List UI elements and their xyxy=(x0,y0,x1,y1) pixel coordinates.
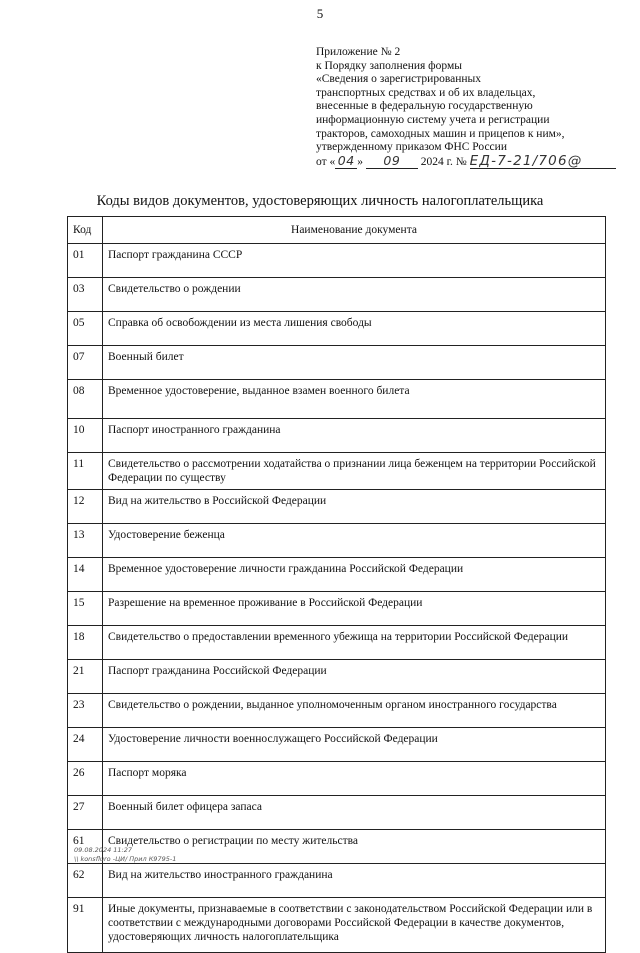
order-day-blank xyxy=(335,152,357,169)
row-code: 07 xyxy=(68,346,103,380)
table-row xyxy=(68,346,606,380)
row-code: 24 xyxy=(68,728,103,762)
row-name: Военный билет xyxy=(103,346,606,380)
table-row xyxy=(68,419,606,453)
row-name: Паспорт гражданина СССР xyxy=(103,244,606,278)
row-name: Свидетельство о рождении xyxy=(103,278,606,312)
footer-date: 09.08.2024 11:27 xyxy=(74,846,133,854)
row-name: Вид на жительство в Российской Федерации xyxy=(103,490,606,524)
table-row xyxy=(68,694,606,728)
row-code: 61 xyxy=(68,830,103,864)
order-date-line xyxy=(316,152,626,170)
order-prefix: от « xyxy=(316,155,336,168)
annex-line: «Сведения о зарегистрированных xyxy=(316,73,482,86)
table-title: Коды видов документов, удостоверяющих личность налогоплательщика xyxy=(96,193,544,209)
row-name: Удостоверение беженца xyxy=(103,524,606,558)
annex-line: транспортных средствах и об их владельцах, xyxy=(316,86,536,99)
row-name: Справка об освобождении из места лишения свободы xyxy=(103,312,606,346)
row-code: 14 xyxy=(68,558,103,592)
annex-line: к Порядку заполнения формы xyxy=(316,59,462,72)
row-name: Свидетельство о регистрации по месту жительства xyxy=(103,830,606,864)
row-code: 03 xyxy=(68,278,103,312)
order-day: 04 xyxy=(337,152,355,168)
table-row xyxy=(68,898,606,953)
order-close-quote: » xyxy=(357,155,363,168)
table-row xyxy=(68,312,606,346)
table-row xyxy=(68,558,606,592)
row-name: Военный билет офицера запаса xyxy=(103,796,606,830)
row-name: Вид на жительство иностранного гражданина xyxy=(103,864,606,898)
row-code: 21 xyxy=(68,660,103,694)
row-code: 05 xyxy=(68,312,103,346)
order-month-blank xyxy=(366,152,418,169)
row-code: 91 xyxy=(68,898,103,953)
table-row xyxy=(68,490,606,524)
row-name: Свидетельство о рождении, выданное уполномоченным органом иностранного государства xyxy=(103,694,606,728)
row-name: Свидетельство о предоставлении временного убежища на территории Российской Федерации xyxy=(103,626,606,660)
row-code: 62 xyxy=(68,864,103,898)
order-month: 09 xyxy=(383,152,401,168)
table-row xyxy=(68,278,606,312)
order-number: ЕД-7-21/706@ xyxy=(469,152,583,169)
order-number-blank xyxy=(469,152,616,169)
row-name: Временное удостоверение, выданное взамен военного билета xyxy=(103,380,606,419)
row-code: 13 xyxy=(68,524,103,558)
row-code: 23 xyxy=(68,694,103,728)
order-year: 2024 г. № xyxy=(420,155,467,168)
row-code: 11 xyxy=(68,453,103,490)
row-name: Иные документы, признаваемые в соответствии с законодательством Российской Федерации или в соответствии с международными договорами Российской Федерации в качестве документов, удостоверяющих личность налогоплательщика xyxy=(103,898,606,953)
table-row xyxy=(68,864,606,898)
row-code: 18 xyxy=(68,626,103,660)
row-name: Паспорт моряка xyxy=(103,762,606,796)
row-name: Паспорт гражданина Российской Федерации xyxy=(103,660,606,694)
annex-line: внесенные в федеральную государственную xyxy=(316,100,533,113)
document-codes-table xyxy=(67,216,606,953)
row-name: Временное удостоверение личности гражданина Российской Федерации xyxy=(103,558,606,592)
table-row xyxy=(68,728,606,762)
table-row xyxy=(68,244,606,278)
code-column-header: Код xyxy=(68,217,103,244)
annex-line: информационную систему учета и регистрации xyxy=(316,113,550,126)
row-code: 01 xyxy=(68,244,103,278)
row-name: Свидетельство о рассмотрении ходатайства о признании лица беженцем на территории Российской Федерации по существу xyxy=(103,453,606,490)
table-row xyxy=(68,380,606,419)
row-code: 15 xyxy=(68,592,103,626)
row-name: Паспорт иностранного гражданина xyxy=(103,419,606,453)
table-row xyxy=(68,453,606,490)
table-row xyxy=(68,796,606,830)
row-code: 27 xyxy=(68,796,103,830)
annex-header xyxy=(316,46,626,169)
table-row xyxy=(68,592,606,626)
row-code: 08 xyxy=(68,380,103,419)
annex-line: тракторов, самоходных машин и прицепов к ним», xyxy=(316,127,565,140)
table-row xyxy=(68,626,606,660)
table-header-row xyxy=(68,217,606,244)
annex-line: Приложение № 2 xyxy=(316,46,401,58)
row-code: 10 xyxy=(68,419,103,453)
footer-reference: \\ konsfluro -ЦИ/ Прил К9795-1 xyxy=(74,855,177,863)
table-row xyxy=(68,524,606,558)
row-code: 26 xyxy=(68,762,103,796)
row-name: Разрешение на временное проживание в Российской Федерации xyxy=(103,592,606,626)
table-row xyxy=(68,762,606,796)
annex-line: утвержденному приказом ФНС России xyxy=(316,141,507,154)
name-column-header: Наименование документа xyxy=(103,217,606,244)
row-code: 12 xyxy=(68,490,103,524)
footer-stamp xyxy=(74,846,176,864)
page-number: 5 xyxy=(316,6,324,21)
row-name: Удостоверение личности военнослужащего Российской Федерации xyxy=(103,728,606,762)
table-row xyxy=(68,660,606,694)
